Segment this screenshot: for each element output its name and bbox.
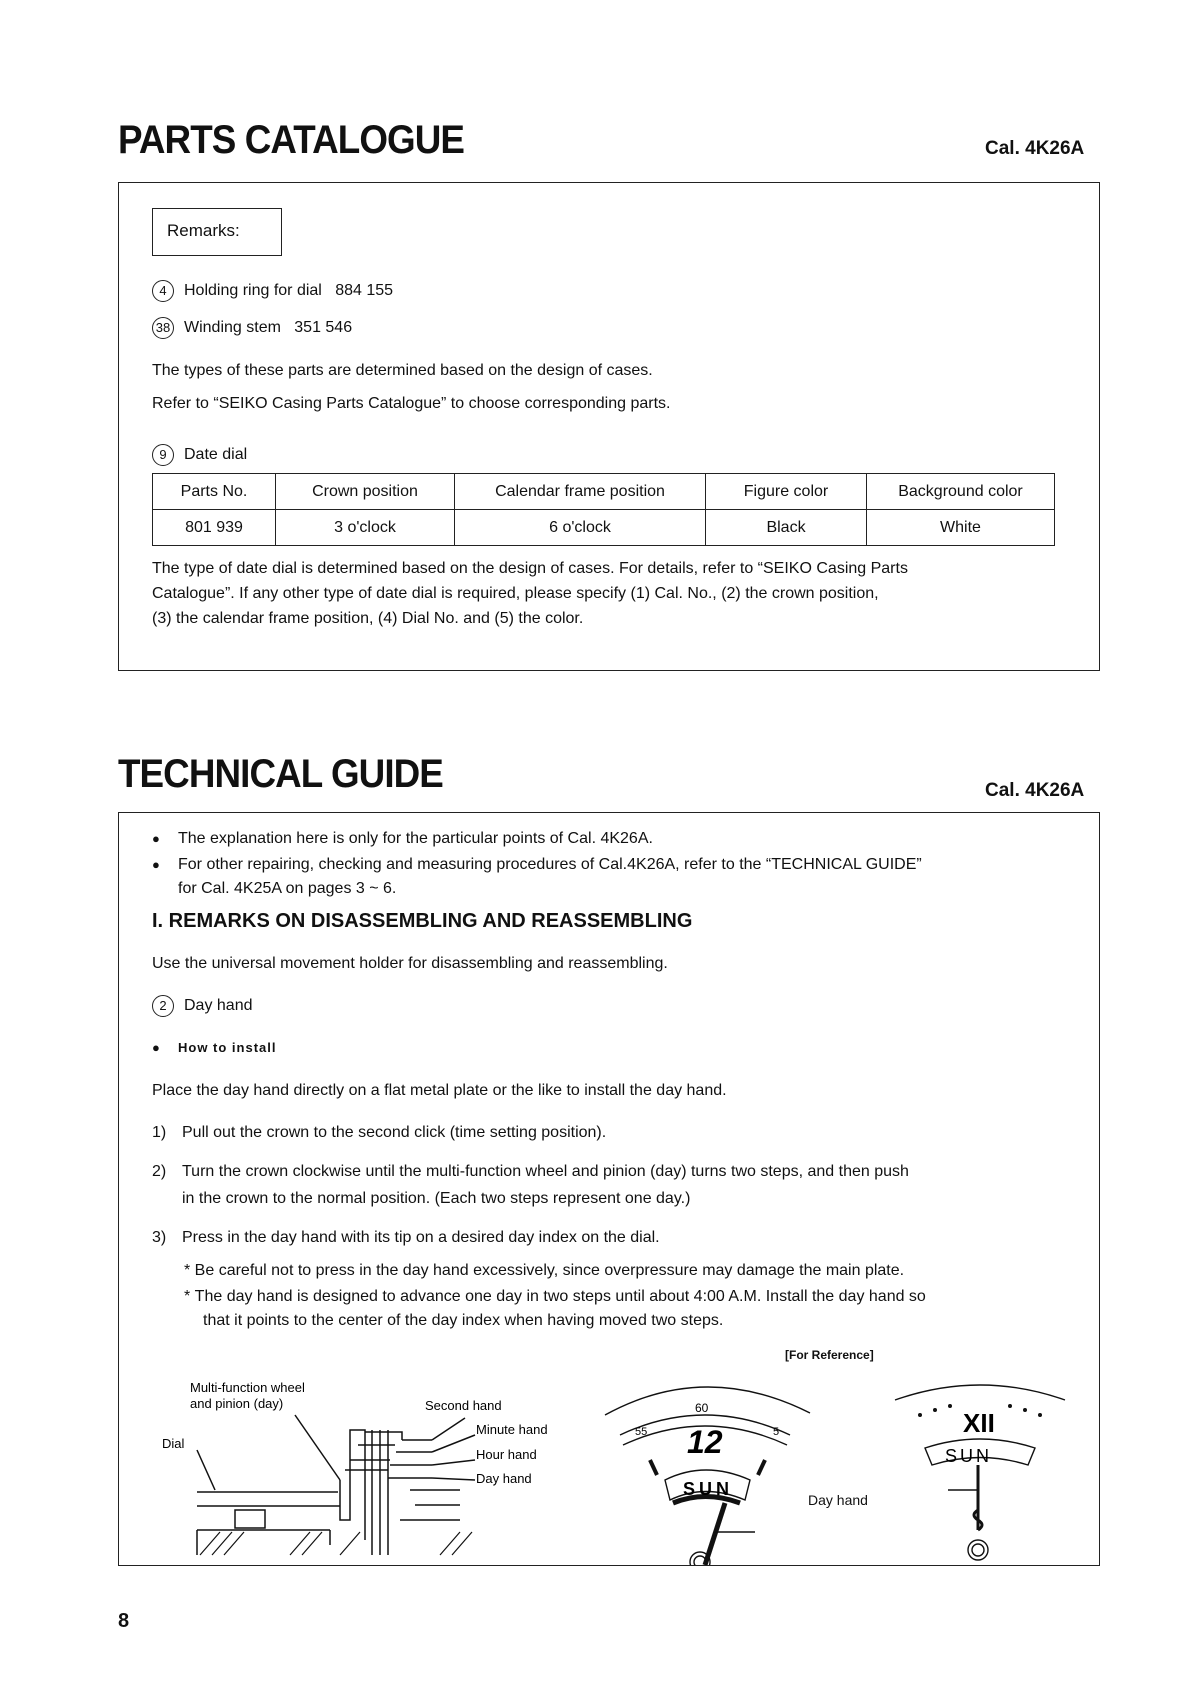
multi-function-label-1: Multi-function wheel bbox=[190, 1380, 305, 1395]
date-dial-note-2: Catalogue”. If any other type of date dial is required, please specify (1) Cal. No., (2) the crown position, bbox=[152, 585, 879, 602]
date-dial-heading bbox=[152, 444, 247, 466]
part-code: 351 546 bbox=[294, 319, 353, 337]
step-number: 3) bbox=[152, 1229, 167, 1246]
table-cell: 6 o'clock bbox=[455, 510, 706, 546]
table-row bbox=[153, 510, 1055, 546]
day-hand-label: Day hand bbox=[184, 997, 253, 1015]
table-header: Background color bbox=[867, 474, 1055, 510]
second-hand-label: Second hand bbox=[425, 1398, 502, 1413]
dial-12-label: 12 bbox=[687, 1424, 723, 1460]
dial-sun-label: SUN bbox=[945, 1446, 993, 1466]
parts-note-2: Refer to “SEIKO Casing Parts Catalogue” to choose corresponding parts. bbox=[152, 395, 671, 412]
guide-bullet-2 bbox=[152, 856, 922, 874]
table-header: Calendar frame position bbox=[455, 474, 706, 510]
section-heading: I. REMARKS ON DISASSEMBLING AND REASSEMBLING bbox=[152, 910, 693, 932]
dial-label: Dial bbox=[162, 1436, 185, 1451]
remarks-label-box bbox=[152, 208, 282, 256]
parts-caliber: Cal. 4K26A bbox=[985, 138, 1085, 159]
dial-60-label: 60 bbox=[695, 1401, 709, 1415]
day-hand-heading bbox=[152, 995, 253, 1017]
multi-function-label-2: and pinion (day) bbox=[190, 1396, 284, 1411]
table-cell: 801 939 bbox=[153, 510, 276, 546]
dial-reference-roman bbox=[880, 1370, 1080, 1570]
hour-hand-label: Hour hand bbox=[476, 1447, 537, 1462]
movement-cross-section-diagram bbox=[140, 1370, 580, 1560]
bullet-text: The explanation here is only for the particular points of Cal. 4K26A. bbox=[178, 830, 653, 847]
table-cell: Black bbox=[706, 510, 867, 546]
bullet-text: For other repairing, checking and measuring procedures of Cal.4K26A, refer to the “TECHNICAL GUIDE” bbox=[178, 856, 922, 873]
second-hand-leader bbox=[432, 1418, 465, 1440]
table-header: Figure color bbox=[706, 474, 867, 510]
note-text: Be careful not to press in the day hand excessively, since overpressure may damage the main plate. bbox=[194, 1262, 905, 1279]
note-text: The day hand is designed to advance one day in two steps until about 4:00 A.M. Install the day hand so bbox=[194, 1288, 926, 1305]
part-number-circle: 38 bbox=[152, 317, 174, 339]
day-hand-pointer-label: Day hand bbox=[808, 1492, 868, 1508]
dial-leader-line bbox=[197, 1450, 215, 1490]
table-header-row bbox=[153, 474, 1055, 510]
step-2 bbox=[152, 1163, 909, 1181]
step-3 bbox=[152, 1229, 660, 1247]
dial-sun-label: SUN bbox=[683, 1479, 734, 1499]
table-cell: 3 o'clock bbox=[276, 510, 455, 546]
part-label: Winding stem bbox=[184, 319, 281, 337]
page-number: 8 bbox=[118, 1610, 130, 1632]
step-1 bbox=[152, 1124, 606, 1142]
holder-note: Use the universal movement holder for disassembling and reassembling. bbox=[152, 955, 668, 972]
hour-hand-leader bbox=[432, 1460, 475, 1465]
part-label: Holding ring for dial bbox=[184, 282, 322, 300]
how-to-text: How to install bbox=[178, 1040, 277, 1055]
step-number: 1) bbox=[152, 1124, 167, 1141]
caution-note-1: * Be careful not to press in the day hand excessively, since overpressure may damage the main plate. bbox=[184, 1262, 905, 1279]
dial-55-label: 55 bbox=[635, 1426, 648, 1438]
date-dial-label: Date dial bbox=[184, 446, 248, 464]
part-number-circle: 4 bbox=[152, 280, 174, 302]
remarks-label: Remarks: bbox=[167, 221, 240, 240]
step-2-cont: in the crown to the normal position. (Each two steps represent one day.) bbox=[182, 1190, 691, 1207]
dial-5-label: 5 bbox=[773, 1426, 780, 1438]
date-dial-note-1: The type of date dial is determined based on the design of cases. For details, refer to “SEIKO Casing Parts bbox=[152, 560, 908, 577]
guide-bullet-1 bbox=[152, 830, 653, 848]
step-text: Press in the day hand with its tip on a desired day index on the dial. bbox=[182, 1229, 660, 1246]
step-number: 2) bbox=[152, 1163, 167, 1180]
step-text: Pull out the crown to the second click (time setting position). bbox=[182, 1124, 607, 1141]
date-dial-table bbox=[152, 473, 1055, 546]
table-header: Crown position bbox=[276, 474, 455, 510]
guide-bullet-2-cont: for Cal. 4K25A on pages 3 ~ 6. bbox=[178, 880, 397, 897]
for-reference-label: [For Reference] bbox=[785, 1348, 874, 1362]
technical-guide-title: TECHNICAL GUIDE bbox=[118, 752, 443, 796]
part-code: 884 155 bbox=[335, 282, 394, 300]
parts-catalogue-title: PARTS CATALOGUE bbox=[118, 118, 465, 162]
part-item-holding-ring bbox=[152, 280, 393, 302]
part-number-circle: 2 bbox=[152, 995, 174, 1017]
minute-hand-leader bbox=[432, 1435, 475, 1452]
guide-caliber: Cal. 4K26A bbox=[985, 780, 1085, 801]
multi-function-leader-line bbox=[295, 1415, 340, 1480]
part-item-winding-stem bbox=[152, 317, 352, 339]
caution-note-2: * The day hand is designed to advance one day in two steps until about 4:00 A.M. Install the day hand so bbox=[184, 1288, 926, 1305]
minute-hand-label: Minute hand bbox=[476, 1422, 548, 1437]
table-cell: White bbox=[867, 510, 1055, 546]
date-dial-note-3: (3) the calendar frame position, (4) Dial No. and (5) the color. bbox=[152, 610, 584, 627]
dial-outer-arc bbox=[895, 1385, 1065, 1400]
part-number-circle: 9 bbox=[152, 444, 174, 466]
day-hand-leader bbox=[432, 1478, 475, 1480]
parts-note-1: The types of these parts are determined based on the design of cases. bbox=[152, 362, 653, 379]
dial-reference-arabic bbox=[595, 1365, 845, 1565]
day-hand-diagram-label: Day hand bbox=[476, 1471, 532, 1486]
place-instruction: Place the day hand directly on a flat metal plate or the like to install the day hand. bbox=[152, 1082, 727, 1099]
caution-note-2-cont: that it points to the center of the day index when having moved two steps. bbox=[203, 1312, 724, 1329]
step-text: Turn the crown clockwise until the multi-function wheel and pinion (day) turns two steps, and then push bbox=[182, 1163, 909, 1180]
table-header: Parts No. bbox=[153, 474, 276, 510]
how-to-install bbox=[152, 1040, 277, 1055]
dial-xii-label: XII bbox=[963, 1408, 995, 1438]
